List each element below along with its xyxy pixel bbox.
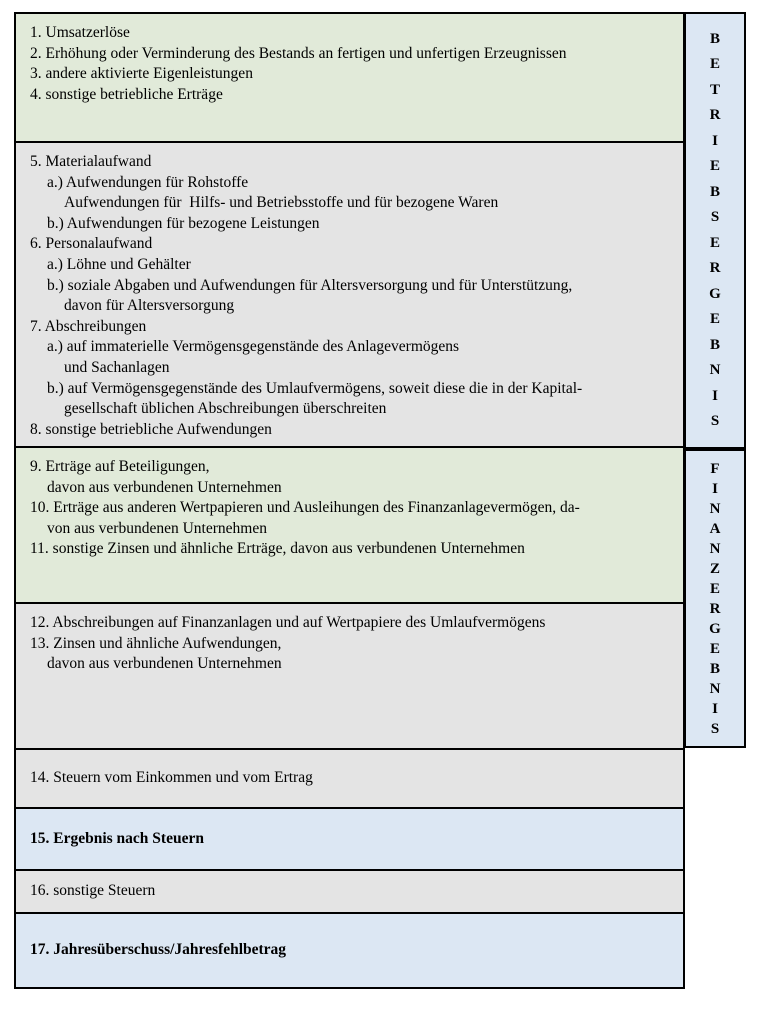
statement-line: b.) auf Vermögensgegenstände des Umlaufvermögens, soweit diese die in der Kapital- bbox=[47, 379, 583, 397]
statement-line: 15. Ergebnis nach Steuern bbox=[30, 829, 204, 847]
vertical-label-letter: S bbox=[710, 720, 720, 737]
statement-line: 12. Abschreibungen auf Finanzanlagen und auf Wertpapiere des Umlaufvermögens bbox=[30, 614, 546, 631]
statement-line: a.) Löhne und Gehälter bbox=[47, 255, 191, 273]
statement-line: davon für Altersversorgung bbox=[64, 297, 235, 315]
vertical-label-letter: B bbox=[709, 183, 720, 200]
vertical-label-letter: E bbox=[709, 580, 720, 597]
vertical-label-letter: T bbox=[709, 81, 720, 98]
statement-line: gesellschaft üblichen Abschreibungen überschreiten bbox=[64, 400, 387, 418]
block-lines bbox=[30, 881, 155, 902]
statement-line: 1. Umsatzerlöse bbox=[30, 24, 130, 41]
statement-line: 11. sonstige Zinsen und ähnliche Erträge, davon aus verbundenen Unternehmen bbox=[30, 540, 525, 558]
statement-line: a.) auf immaterielle Vermögensgegenstände des Anlagevermögens bbox=[47, 338, 460, 356]
statement-line: 4. sonstige betriebliche Erträge bbox=[30, 85, 223, 103]
statement-line: und Sachanlagen bbox=[64, 358, 170, 376]
vertical-label-letter: Z bbox=[709, 560, 720, 577]
statement-line: 5. Materialaufwand bbox=[30, 153, 152, 170]
vertical-label-letter: B bbox=[709, 30, 720, 47]
vertical-label-letter: S bbox=[710, 209, 720, 225]
vertical-label-letter: N bbox=[709, 540, 721, 557]
statement-line: 3. andere aktivierte Eigenleistungen bbox=[30, 65, 253, 83]
vertical-label-letter: E bbox=[709, 56, 720, 72]
vertical-label-letter: N bbox=[709, 680, 721, 697]
vertical-label-letter: G bbox=[709, 620, 721, 637]
block-lines bbox=[30, 457, 673, 560]
statement-line: a.) Aufwendungen für Rohstoffe bbox=[47, 173, 249, 191]
block-finanzaufwendungen bbox=[14, 602, 685, 750]
statement-line: 13. Zinsen und ähnliche Aufwendungen, bbox=[30, 634, 282, 652]
vertical-label-letter: E bbox=[709, 158, 720, 174]
block-lines bbox=[30, 768, 313, 789]
vertical-label-letter: I bbox=[712, 700, 718, 717]
vertical-label-letter: S bbox=[710, 413, 720, 429]
vertical-label-letter: R bbox=[709, 260, 721, 276]
vertical-label-letter: R bbox=[709, 107, 721, 123]
vertical-label-letter: I bbox=[712, 387, 718, 404]
block-betriebliche-ertraege bbox=[14, 12, 685, 143]
statement-line: b.) Aufwendungen für bezogene Leistungen bbox=[47, 214, 320, 232]
block-betriebliche-aufwendungen bbox=[14, 141, 685, 448]
statement-line: 16. sonstige Steuern bbox=[30, 882, 156, 900]
vertical-label-finanzergebnis bbox=[684, 449, 746, 748]
vertical-label-letter: E bbox=[709, 234, 720, 251]
statement-line: davon aus verbundenen Unternehmen bbox=[47, 478, 282, 496]
statement-line: 8. sonstige betriebliche Aufwendungen bbox=[30, 420, 272, 438]
block-lines bbox=[30, 613, 673, 675]
statement-line: 9. Erträge auf Beteiligungen, bbox=[30, 458, 210, 475]
block-steuern-einkommen-ertrag bbox=[14, 748, 685, 809]
vertical-label-letter: G bbox=[709, 285, 721, 302]
block-lines bbox=[30, 829, 204, 850]
statement-line: Aufwendungen für Hilfs- und Betriebsstoffe und für bezogene Waren bbox=[64, 194, 499, 212]
statement-blocks-column bbox=[14, 12, 685, 989]
statement-line: 17. Jahresüberschuss/Jahresfehlbetrag bbox=[30, 941, 287, 959]
statement-line: 7. Abschreibungen bbox=[30, 317, 147, 335]
block-lines bbox=[30, 23, 673, 105]
vertical-label-letter: I bbox=[712, 480, 718, 497]
statement-line: von aus verbundenen Unternehmen bbox=[47, 519, 267, 537]
vertical-label-letter: N bbox=[709, 362, 721, 378]
vertical-label-letter: B bbox=[709, 336, 720, 353]
statement-line: 2. Erhöhung oder Verminderung des Bestands an fertigen und unfertigen Erzeugnissen bbox=[30, 44, 567, 62]
vertical-label-letter: F bbox=[710, 460, 720, 477]
block-jahresueberschuss bbox=[14, 912, 685, 989]
statement-line: davon aus verbundenen Unternehmen bbox=[47, 655, 282, 673]
block-lines bbox=[30, 152, 673, 440]
vertical-label-letter: E bbox=[709, 311, 720, 327]
statement-line: b.) soziale Abgaben und Aufwendungen für Altersversorgung und für Unterstützung, bbox=[47, 276, 573, 294]
vertical-label-letter: A bbox=[709, 520, 721, 537]
statement-line: 6. Personalaufwand bbox=[30, 235, 153, 253]
vertical-label-letter: E bbox=[709, 640, 720, 657]
block-lines bbox=[30, 940, 286, 961]
vertical-label-letter: B bbox=[709, 660, 720, 677]
statement-line: 10. Erträge aus anderen Wertpapieren und Ausleihungen des Finanzanlagevermögen, da- bbox=[30, 499, 580, 517]
vertical-label-letter: N bbox=[709, 500, 721, 517]
block-finanzertraege bbox=[14, 446, 685, 604]
statement-line: 14. Steuern vom Einkommen und vom Ertrag bbox=[30, 769, 313, 787]
block-sonstige-steuern bbox=[14, 869, 685, 914]
vertical-label-letter: R bbox=[709, 600, 721, 617]
vertical-label-letter: I bbox=[712, 132, 718, 149]
block-ergebnis-nach-steuern bbox=[14, 807, 685, 871]
vertical-label-betriebsergebnis bbox=[684, 12, 746, 449]
